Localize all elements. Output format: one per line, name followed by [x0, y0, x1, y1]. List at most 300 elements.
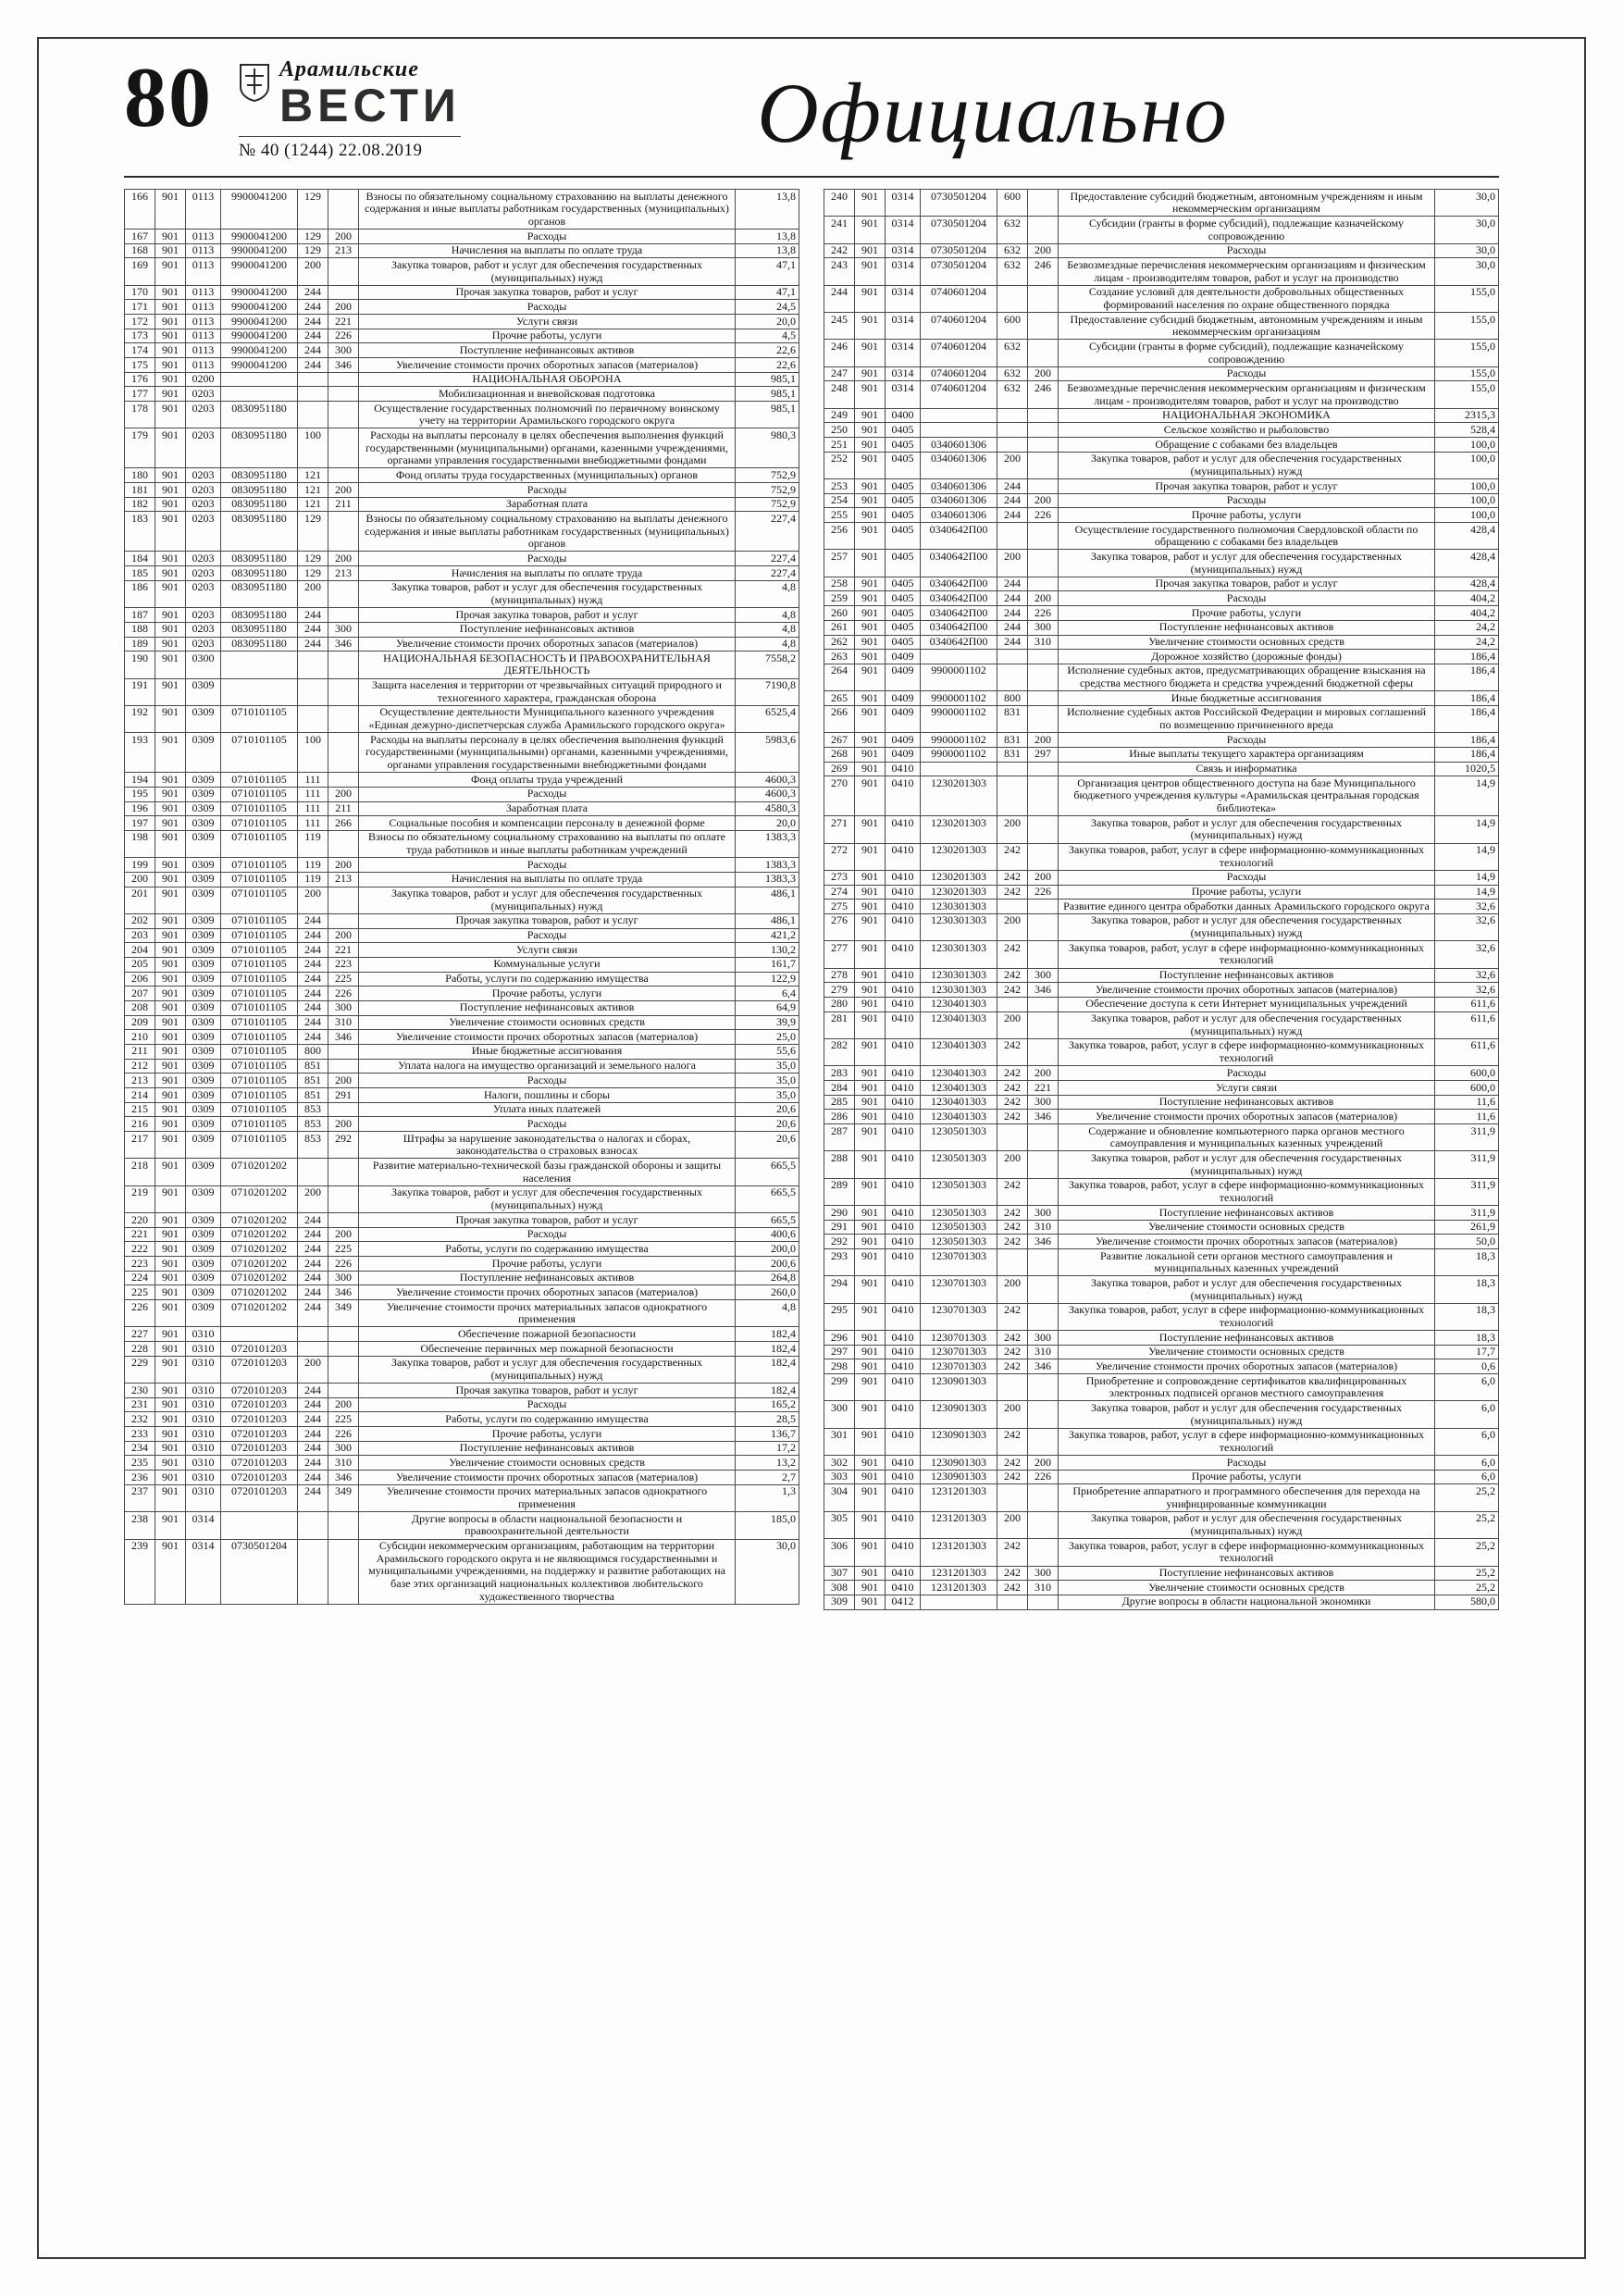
table-row	[125, 678, 799, 705]
amount: 186,4	[1435, 691, 1499, 706]
row-number: 290	[824, 1206, 855, 1221]
section-code: 0410	[886, 1066, 921, 1081]
target-article: 1230301303	[921, 913, 997, 940]
section-code: 0309	[186, 1132, 221, 1159]
target-article: 1230901303	[921, 1401, 997, 1428]
row-number: 169	[125, 258, 155, 285]
table-row	[125, 343, 799, 358]
kosgu-code	[1028, 1539, 1059, 1566]
kosgu-code	[328, 773, 359, 788]
row-number: 289	[824, 1178, 855, 1205]
target-article: 9900001102	[921, 664, 997, 690]
expense-type: 800	[997, 691, 1028, 706]
table-columns	[124, 189, 1499, 1610]
kosgu-code	[328, 372, 359, 387]
grbs-code: 901	[855, 577, 886, 591]
section-code: 0409	[886, 650, 921, 664]
row-number: 174	[125, 343, 155, 358]
grbs-code: 901	[855, 493, 886, 508]
target-article: 0710201202	[221, 1285, 298, 1300]
item-name: Работы, услуги по содержанию имущества	[359, 972, 736, 987]
amount: 165,2	[736, 1397, 799, 1412]
section-code: 0410	[886, 941, 921, 968]
grbs-code: 901	[155, 872, 186, 887]
target-article: 1230701303	[921, 1276, 997, 1303]
grbs-code: 901	[155, 566, 186, 581]
grbs-code: 901	[855, 217, 886, 243]
table-row	[125, 387, 799, 402]
table-row	[125, 1427, 799, 1442]
kosgu-code	[1028, 913, 1059, 940]
kosgu-code: 300	[328, 1271, 359, 1285]
kosgu-code	[1028, 1374, 1059, 1401]
expense-type	[997, 408, 1028, 423]
target-article: 0710101105	[221, 733, 298, 773]
table-row	[824, 843, 1499, 870]
kosgu-code	[1028, 1151, 1059, 1178]
kosgu-code: 346	[328, 1285, 359, 1300]
section-code: 0410	[886, 1249, 921, 1276]
item-name: Расходы	[1059, 733, 1435, 748]
expense-type: 853	[298, 1117, 328, 1132]
section-code: 0309	[186, 1088, 221, 1103]
target-article: 0340642П00	[921, 550, 997, 577]
item-name: Прочие работы, услуги	[359, 1257, 736, 1272]
expense-type: 632	[997, 258, 1028, 285]
table-row	[824, 1581, 1499, 1595]
grbs-code: 901	[155, 987, 186, 1001]
item-name: Закупка товаров, работ и услуг для обеспечения государственных (муниципальных) нужд	[1059, 816, 1435, 843]
section-code: 0410	[886, 1566, 921, 1581]
item-name: Заработная плата	[359, 497, 736, 512]
grbs-code: 901	[855, 1539, 886, 1566]
section-code: 0314	[886, 190, 921, 217]
section-code: 0113	[186, 358, 221, 373]
item-name: Расходы	[1059, 1456, 1435, 1471]
kosgu-code	[1028, 900, 1059, 914]
amount: 4,8	[736, 637, 799, 652]
target-article: 0710101105	[221, 858, 298, 873]
section-code: 0113	[186, 300, 221, 315]
row-number: 267	[824, 733, 855, 748]
grbs-code: 901	[855, 408, 886, 423]
item-name: Дорожное хозяйство (дорожные фонды)	[1059, 650, 1435, 664]
section-code: 0300	[186, 652, 221, 678]
section-code: 0405	[886, 606, 921, 621]
target-article: 1230201303	[921, 816, 997, 843]
target-article: 9900001102	[921, 733, 997, 748]
section-code: 0310	[186, 1456, 221, 1471]
masthead	[124, 50, 1499, 161]
grbs-code: 901	[155, 913, 186, 928]
table-row	[125, 801, 799, 816]
item-name: Развитие единого центра обработки данных Арамильского городского округа	[1059, 900, 1435, 914]
kosgu-code: 223	[328, 957, 359, 972]
amount: 6,0	[1435, 1456, 1499, 1471]
target-article: 1230401303	[921, 1038, 997, 1065]
kosgu-code	[1028, 217, 1059, 243]
target-article: 0720101203	[221, 1342, 298, 1357]
grbs-code: 901	[855, 366, 886, 381]
kosgu-code: 300	[1028, 968, 1059, 983]
grbs-code: 901	[155, 1044, 186, 1059]
target-article: 1230901303	[921, 1470, 997, 1484]
expense-type	[997, 900, 1028, 914]
amount: 32,6	[1435, 900, 1499, 914]
table-row	[125, 872, 799, 887]
amount: 4,5	[736, 329, 799, 343]
expense-type: 600	[997, 313, 1028, 340]
amount: 404,2	[1435, 606, 1499, 621]
kosgu-code	[328, 830, 359, 857]
row-number: 170	[125, 285, 155, 300]
row-number: 204	[125, 943, 155, 958]
table-row	[824, 1151, 1499, 1178]
section-code: 0310	[186, 1356, 221, 1383]
expense-type	[997, 438, 1028, 453]
amount: 752,9	[736, 468, 799, 483]
kosgu-code	[1028, 190, 1059, 217]
grbs-code: 901	[155, 1030, 186, 1045]
target-article: 0710101105	[221, 816, 298, 831]
kosgu-code: 266	[328, 816, 359, 831]
grbs-code: 901	[855, 1151, 886, 1178]
section-code: 0410	[886, 1428, 921, 1455]
target-article: 9900001102	[921, 691, 997, 706]
kosgu-code	[1028, 1511, 1059, 1538]
grbs-code: 901	[155, 580, 186, 607]
grbs-code: 901	[155, 928, 186, 943]
expense-type: 242	[997, 1566, 1028, 1581]
item-name: Расходы	[1059, 870, 1435, 885]
item-name: Расходы	[359, 552, 736, 566]
section-code: 0113	[186, 315, 221, 329]
target-article: 1230301303	[921, 968, 997, 983]
amount: 13,8	[736, 190, 799, 230]
target-article: 0720101203	[221, 1427, 298, 1442]
target-article: 1230201303	[921, 885, 997, 900]
target-article: 1230401303	[921, 1011, 997, 1038]
expense-type: 242	[997, 1206, 1028, 1221]
item-name: Прочие работы, услуги	[359, 329, 736, 343]
target-article: 0710101105	[221, 943, 298, 958]
target-article: 9900041200	[221, 343, 298, 358]
amount: 25,2	[1435, 1581, 1499, 1595]
row-number: 302	[824, 1456, 855, 1471]
table-row	[125, 402, 799, 428]
table-row	[824, 620, 1499, 635]
expense-type: 200	[298, 580, 328, 607]
row-number: 285	[824, 1095, 855, 1110]
section-title: Официально	[757, 66, 1229, 160]
kosgu-code: 346	[1028, 1235, 1059, 1249]
kosgu-code: 226	[1028, 885, 1059, 900]
item-name: Защита населения и территории от чрезвычайных ситуаций природного и техногенного характера, гражданская оборона	[359, 678, 736, 705]
section-code: 0410	[886, 1401, 921, 1428]
section-code: 0309	[186, 1185, 221, 1212]
section-code: 0309	[186, 913, 221, 928]
expense-type: 111	[298, 801, 328, 816]
expense-type	[997, 1374, 1028, 1401]
item-name: Закупка товаров, работ и услуг для обеспечения государственных (муниципальных) нужд	[359, 887, 736, 913]
kosgu-code	[1028, 577, 1059, 591]
target-article: 0830951180	[221, 483, 298, 498]
item-name: Расходы	[1059, 493, 1435, 508]
amount: 985,1	[736, 402, 799, 428]
row-number: 229	[125, 1356, 155, 1383]
section-code: 0410	[886, 1235, 921, 1249]
expense-type: 244	[298, 622, 328, 637]
table-row	[824, 900, 1499, 914]
grbs-code: 901	[155, 343, 186, 358]
row-number: 287	[824, 1124, 855, 1151]
grbs-code: 901	[855, 1110, 886, 1124]
kosgu-code: 200	[1028, 870, 1059, 885]
grbs-code: 901	[155, 402, 186, 428]
section-code: 0309	[186, 1074, 221, 1088]
target-article: 1230301303	[921, 983, 997, 998]
grbs-code: 901	[155, 1300, 186, 1327]
item-name: Закупка товаров, работ, услуг в сфере информационно-коммуникационных технологий	[1059, 1539, 1435, 1566]
grbs-code: 901	[155, 1059, 186, 1074]
expense-type: 244	[298, 300, 328, 315]
amount: 28,5	[736, 1412, 799, 1427]
table-row	[125, 972, 799, 987]
amount: 155,0	[1435, 381, 1499, 408]
expense-type: 242	[997, 1235, 1028, 1249]
expense-type: 851	[298, 1059, 328, 1074]
expense-type: 244	[997, 479, 1028, 494]
kosgu-code: 300	[328, 1000, 359, 1015]
row-number: 210	[125, 1030, 155, 1045]
expense-type	[997, 650, 1028, 664]
expense-type: 831	[997, 747, 1028, 762]
item-name: Безвозмездные перечисления некоммерческим организациям и физическим лицам - производителям товаров, работ и услуг на производство	[1059, 381, 1435, 408]
grbs-code: 901	[155, 816, 186, 831]
amount: 665,5	[736, 1213, 799, 1228]
row-number: 189	[125, 637, 155, 652]
table-row	[824, 1038, 1499, 1065]
grbs-code: 901	[155, 1257, 186, 1272]
item-name: Прочие работы, услуги	[1059, 1470, 1435, 1484]
section-code: 0309	[186, 678, 221, 705]
grbs-code: 901	[855, 1011, 886, 1038]
section-code: 0410	[886, 997, 921, 1011]
target-article: 0710101105	[221, 972, 298, 987]
item-name: Субсидии (гранты в форме субсидий), подлежащие казначейскому сопровождению	[1059, 217, 1435, 243]
kosgu-code	[328, 608, 359, 623]
amount: 4580,3	[736, 801, 799, 816]
section-code: 0314	[886, 366, 921, 381]
row-number: 260	[824, 606, 855, 621]
amount: 20,6	[736, 1117, 799, 1132]
kosgu-code: 200	[328, 1397, 359, 1412]
section-code: 0309	[186, 858, 221, 873]
kosgu-code: 291	[328, 1088, 359, 1103]
expense-type: 200	[997, 1276, 1028, 1303]
row-number: 221	[125, 1227, 155, 1242]
table-row	[125, 580, 799, 607]
row-number: 172	[125, 315, 155, 329]
row-number: 225	[125, 1285, 155, 1300]
kosgu-code	[1028, 1484, 1059, 1511]
table-row	[824, 1331, 1499, 1346]
item-name: НАЦИОНАЛЬНАЯ ЭКОНОМИКА	[1059, 408, 1435, 423]
item-name: Субсидии (гранты в форме субсидий), подлежащие казначейскому сопровождению	[1059, 340, 1435, 366]
amount: 185,0	[736, 1512, 799, 1539]
kosgu-code	[1028, 650, 1059, 664]
expense-type: 242	[997, 870, 1028, 885]
item-name: Фонд оплаты труда государственных (муниципальных) органов	[359, 468, 736, 483]
item-name: Коммунальные услуги	[359, 957, 736, 972]
expense-type: 244	[298, 1285, 328, 1300]
item-name: Увеличение стоимости основных средств	[1059, 1345, 1435, 1359]
expense-type: 244	[298, 608, 328, 623]
table-row	[824, 591, 1499, 606]
expense-type: 244	[298, 329, 328, 343]
kosgu-code	[328, 1044, 359, 1059]
row-number: 292	[824, 1235, 855, 1249]
item-name: Поступление нефинансовых активов	[1059, 620, 1435, 635]
grbs-code: 901	[855, 870, 886, 885]
amount: 1020,5	[1435, 762, 1499, 776]
expense-type: 129	[298, 243, 328, 258]
kosgu-code	[1028, 438, 1059, 453]
item-name: Другие вопросы в области национальной безопасности и правоохранительной деятельности	[359, 1512, 736, 1539]
item-name: Увеличение стоимости прочих оборотных запасов (материалов)	[1059, 1110, 1435, 1124]
kosgu-code	[1028, 550, 1059, 577]
expense-type: 242	[997, 843, 1028, 870]
amount: 186,4	[1435, 650, 1499, 664]
item-name: Закупка товаров, работ, услуг в сфере информационно-коммуникационных технологий	[1059, 843, 1435, 870]
section-code: 0314	[186, 1539, 221, 1604]
row-number: 250	[824, 423, 855, 438]
section-code: 0203	[186, 483, 221, 498]
row-number: 309	[824, 1595, 855, 1609]
target-article: 0710101105	[221, 773, 298, 788]
amount: 182,4	[736, 1327, 799, 1342]
item-name: Прочая закупка товаров, работ и услуг	[359, 285, 736, 300]
item-name: Заработная плата	[359, 801, 736, 816]
kosgu-code: 346	[1028, 1110, 1059, 1124]
section-code: 0410	[886, 1359, 921, 1374]
section-code: 0309	[186, 943, 221, 958]
kosgu-code	[328, 652, 359, 678]
kosgu-code	[1028, 843, 1059, 870]
expense-type: 244	[997, 508, 1028, 523]
amount: 6,0	[1435, 1428, 1499, 1455]
target-article: 9900001102	[921, 705, 997, 732]
table-row	[125, 1412, 799, 1427]
expense-type: 244	[298, 928, 328, 943]
item-name: Обеспечение доступа к сети Интернет муниципальных учреждений	[1059, 997, 1435, 1011]
target-article: 0340642П00	[921, 591, 997, 606]
expense-type	[997, 285, 1028, 312]
table-row	[824, 941, 1499, 968]
section-code: 0309	[186, 972, 221, 987]
table-row	[125, 428, 799, 468]
expense-type	[997, 997, 1028, 1011]
item-name: Работы, услуги по содержанию имущества	[359, 1242, 736, 1257]
table-row	[824, 913, 1499, 940]
row-number: 180	[125, 468, 155, 483]
row-number: 181	[125, 483, 155, 498]
item-name: Увеличение стоимости прочих оборотных запасов (материалов)	[359, 1471, 736, 1485]
amount: 752,9	[736, 483, 799, 498]
item-name: Расходы	[359, 1227, 736, 1242]
kosgu-code	[328, 285, 359, 300]
expense-type	[298, 402, 328, 428]
kosgu-code: 346	[328, 358, 359, 373]
grbs-code: 901	[855, 1124, 886, 1151]
expense-type: 200	[997, 1511, 1028, 1538]
item-name: Поступление нефинансовых активов	[1059, 1566, 1435, 1581]
table-row	[125, 1088, 799, 1103]
section-code: 0203	[186, 637, 221, 652]
grbs-code: 901	[155, 1539, 186, 1604]
row-number: 177	[125, 387, 155, 402]
section-code: 0410	[886, 983, 921, 998]
amount: 0,6	[1435, 1359, 1499, 1374]
grbs-code: 901	[155, 1342, 186, 1357]
amount: 35,0	[736, 1074, 799, 1088]
table-row	[125, 1285, 799, 1300]
item-name: Обеспечение первичных мер пожарной безопасности	[359, 1342, 736, 1357]
grbs-code: 901	[155, 678, 186, 705]
row-number: 278	[824, 968, 855, 983]
expense-type	[298, 1327, 328, 1342]
amount: 20,6	[736, 1102, 799, 1117]
target-article: 1230401303	[921, 1095, 997, 1110]
section-code: 0203	[186, 622, 221, 637]
grbs-code: 901	[155, 1102, 186, 1117]
amount: 1383,3	[736, 872, 799, 887]
row-number: 233	[125, 1427, 155, 1442]
amount: 4600,3	[736, 787, 799, 801]
amount: 11,6	[1435, 1095, 1499, 1110]
item-name: Штрафы за нарушение законодательства о налогах и сборах, законодательства о страховых взносах	[359, 1132, 736, 1159]
target-article: 0740601204	[921, 381, 997, 408]
item-name: Увеличение стоимости прочих оборотных запасов (материалов)	[1059, 1359, 1435, 1374]
amount: 18,3	[1435, 1249, 1499, 1276]
target-article: 0710201202	[221, 1159, 298, 1185]
expense-type: 242	[997, 1081, 1028, 1096]
target-article: 0710101105	[221, 913, 298, 928]
section-code: 0314	[886, 217, 921, 243]
section-code: 0309	[186, 1102, 221, 1117]
kosgu-code	[328, 1059, 359, 1074]
item-name: Увеличение стоимости прочих оборотных запасов (материалов)	[359, 1285, 736, 1300]
table-row	[125, 552, 799, 566]
item-name: Прочие работы, услуги	[359, 987, 736, 1001]
amount: 486,1	[736, 887, 799, 913]
target-article: 0340642П00	[921, 606, 997, 621]
row-number: 236	[125, 1471, 155, 1485]
section-code: 0410	[886, 1374, 921, 1401]
item-name: Субсидии некоммерческим организациям, работающим на территории Арамильского городского округа и не являющимся государственными и муниципальными учреждениями, на поддержку и развитие работающих на базе этих организаций национальных коллективов любительского художественного творчества	[359, 1539, 736, 1604]
kosgu-code	[1028, 313, 1059, 340]
amount: 404,2	[1435, 591, 1499, 606]
kosgu-code: 221	[328, 943, 359, 958]
grbs-code: 901	[155, 1384, 186, 1398]
kosgu-code: 200	[328, 1227, 359, 1242]
table-row	[824, 493, 1499, 508]
amount: 20,6	[736, 1132, 799, 1159]
item-name: Поступление нефинансовых активов	[1059, 1095, 1435, 1110]
amount: 980,3	[736, 428, 799, 468]
item-name: Закупка товаров, работ и услуг для обеспечения государственных (муниципальных) нужд	[359, 580, 736, 607]
row-number: 246	[824, 340, 855, 366]
